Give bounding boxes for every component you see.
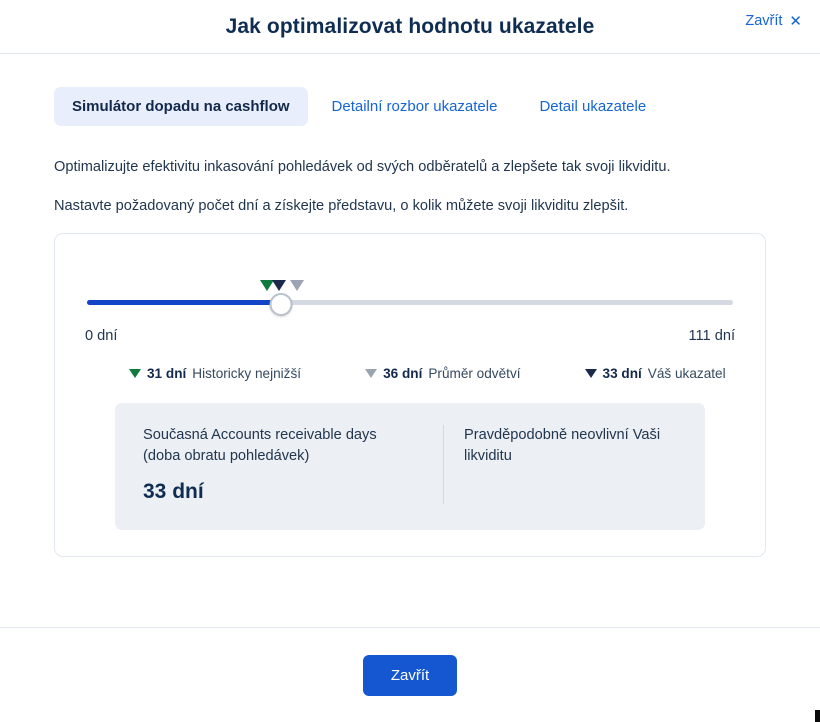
marker-vas-ukazatel [272, 280, 286, 291]
intro-text [0, 157, 820, 217]
legend-label: Průměr odvětví [428, 366, 521, 382]
slider-scale [85, 328, 735, 344]
result-impact-text: Pravděpodobně neovlivní Vaši likviditu [464, 427, 661, 465]
intro-line-2: Nastavte požadovaný počet dní a získejte představu, o kolik můžete svoji likviditu zlepšit. [54, 198, 629, 215]
legend-label: Váš ukazatel [647, 366, 726, 382]
tab-simulator[interactable]: Simulátor dopadu na cashflow [54, 87, 308, 126]
footer-close-button[interactable]: Zavřít [363, 655, 457, 696]
slider-track[interactable] [87, 300, 733, 305]
slider-legend [85, 366, 735, 381]
result-current-value [143, 425, 444, 503]
legend-item-vas-ukazatel [585, 366, 726, 381]
close-button[interactable] [745, 13, 802, 29]
legend-label: Historicky nejnižší [192, 366, 302, 382]
close-icon: ✕ [789, 12, 802, 30]
intro-line-1: Optimalizujte efektivitu inkasování pohledávek od svých odběratelů a zlepšete tak svoji likviditu. [54, 159, 671, 175]
result-label-line-2: (doba obratu pohledávek) [143, 448, 310, 465]
tab-detail-ukazatele[interactable]: Detail ukazatele [539, 98, 647, 115]
legend-value: 33 dní [602, 366, 642, 382]
triangle-icon [585, 369, 597, 378]
modal-footer [0, 628, 820, 722]
legend-item-historicky-nejnizsi [129, 366, 301, 381]
triangle-icon [129, 369, 141, 378]
triangle-icon [365, 369, 377, 378]
tab-detailni-rozbor[interactable]: Detailní rozbor ukazatele [331, 98, 498, 115]
result-info-box [115, 403, 705, 529]
page-title: Jak optimalizovat hodnotu ukazatele [225, 14, 595, 38]
simulator-card [54, 233, 766, 556]
marker-prumer-odvetvi [290, 280, 304, 291]
slider-markers [87, 280, 733, 296]
slider-min-label: 0 dní [85, 328, 118, 345]
result-label-line-1: Současná Accounts receivable days [143, 427, 377, 444]
legend-item-prumer-odvetvi [365, 366, 520, 381]
result-value: 33 dní [143, 479, 204, 503]
slider-knob[interactable] [270, 293, 293, 316]
slider-fill [87, 300, 279, 305]
tab-bar [0, 54, 820, 126]
legend-value: 36 dní [383, 366, 423, 382]
corner-marker [815, 710, 820, 722]
slider-max-label: 111 dní [688, 328, 735, 345]
close-button-label: Zavřít [745, 13, 783, 29]
slider-area [87, 280, 733, 314]
legend-value: 31 dní [147, 366, 187, 382]
modal-header [0, 0, 820, 54]
